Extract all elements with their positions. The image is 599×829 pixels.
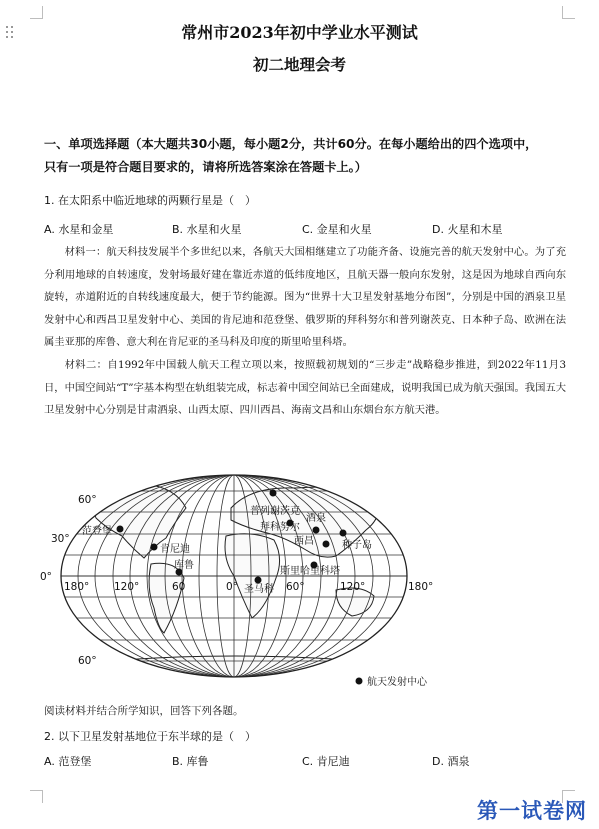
site-label-kennedy: 肯尼迪 [160,544,190,555]
question-1-stem: 1. 在太阳系中临近地球的两颗行星是（ ） [44,194,256,207]
site-marker-tanegashima[interactable] [340,530,347,537]
site-label-baikonur: 拜科努尔 [260,522,300,533]
material-passages [44,241,566,422]
legend-marker [356,678,363,685]
question-2-option-c[interactable]: C. 肯尼迪 [302,755,350,768]
question-1-option-a[interactable]: A. 水星和金星 [44,223,114,236]
question-1-option-c[interactable]: C. 金星和火星 [302,223,372,236]
lat-label-60s: 60° [78,655,97,667]
site-label-sriharikota: 斯里哈里科塔 [280,566,340,577]
question-2-option-d[interactable]: D. 酒泉 [432,755,470,768]
site-watermark-logo: 第一试卷网 [477,799,587,823]
site-label-jiuquan: 酒泉 [306,513,326,524]
corner-mark-top-right [562,6,575,19]
page-subtitle: 初二地理会考 [252,55,346,74]
material-two: 材料二：自1992年中国载人航天工程立项以来，按照载初规划的“三步走”战略稳步推进，到2022年11月3日，中国空间站“T”字基本构型在轨组装完成，标志着中国空间站已全面建成，说明我国已成为航天强国。我国五大卫星发射中心分别是甘肃酒泉、山西太原、四川西昌、海南文昌和山东烟台东方航天港。 [44,358,566,417]
site-marker-plesetsk[interactable] [270,490,277,497]
site-marker-vandenberg[interactable] [117,526,124,533]
question-2-option-a[interactable]: A. 范登堡 [44,755,92,768]
site-marker-xichang[interactable] [323,541,330,548]
site-marker-kennedy[interactable] [151,544,158,551]
section-instructions [44,133,584,179]
corner-mark-bottom-left [30,790,43,803]
lon-label-180e: 180° [408,581,434,593]
reading-prompt: 阅读材料并结合所学知识，回答下列各题。 [44,705,244,717]
corner-mark-top-left [30,6,43,19]
material-one: 材料一：航天科技发展半个多世纪以来，各航天大国相继建立了功能齐备、设施完善的航天发射中心。为了充分利用地球的自转速度，发射场最好建在靠近赤道的低纬度地区，且航天器一般向东发射，这是因为地球自西向东旋转，赤道附近的自转线速度最大，便于节约能源。图为“世界十大卫星发射基地分布图”，分别是中国的酒泉卫星发射中心和西昌卫星发射中心、美国的肯尼迪和范登堡、俄罗斯的拜科努尔和普列谢茨克、日本种子岛、欧洲在法属圭亚那的库鲁、意大利在肯尼亚的圣马科及印度的斯里哈里科塔。 [44,246,566,349]
lat-label-equator: 0° [40,571,52,583]
lon-label-60w: 60 [172,581,186,593]
site-label-san-marco: 圣马科 [244,584,274,595]
site-label-kourou: 库鲁 [174,560,194,571]
question-2-stem: 2. 以下卫星发射基地位于东半球的是（ ） [44,730,256,743]
lon-label-180w: 180° [64,581,90,593]
legend-label: 航天发射中心 [367,677,427,688]
lat-label-60n: 60° [78,494,97,506]
question-1-option-b[interactable]: B. 水星和火星 [172,223,242,236]
question-2-option-b[interactable]: B. 库鲁 [172,755,209,768]
lon-label-120w: 120° [114,581,140,593]
site-marker-jiuquan[interactable] [313,527,320,534]
section-instructions-line1: 一、单项选择题（本大题共30小题，每小题2分，共计60分。在每小题给出的四个选项中， [44,137,538,151]
lon-label-0: 0° [226,581,238,593]
question-1-option-d[interactable]: D. 火星和木星 [432,223,503,236]
page-title: 常州市2023年初中学业水平测试 [181,23,418,42]
continent-antarctica [76,656,396,683]
site-marker-san-marco[interactable] [255,577,262,584]
lon-label-60e: 60° [286,581,305,593]
site-label-vandenberg: 范登堡 [82,526,112,537]
site-label-plesetsk: 普列谢茨克 [250,506,300,517]
site-label-tanegashima: 种子岛 [342,540,372,551]
world-launch-sites-map [36,468,436,698]
lon-label-120e: 120° [340,581,366,593]
section-instructions-line2: 只有一项是符合题目要求的，请将所选答案涂在答题卡上。） [44,160,367,174]
lat-label-30n: 30° [51,533,70,545]
site-label-xichang: 西昌 [294,536,314,547]
